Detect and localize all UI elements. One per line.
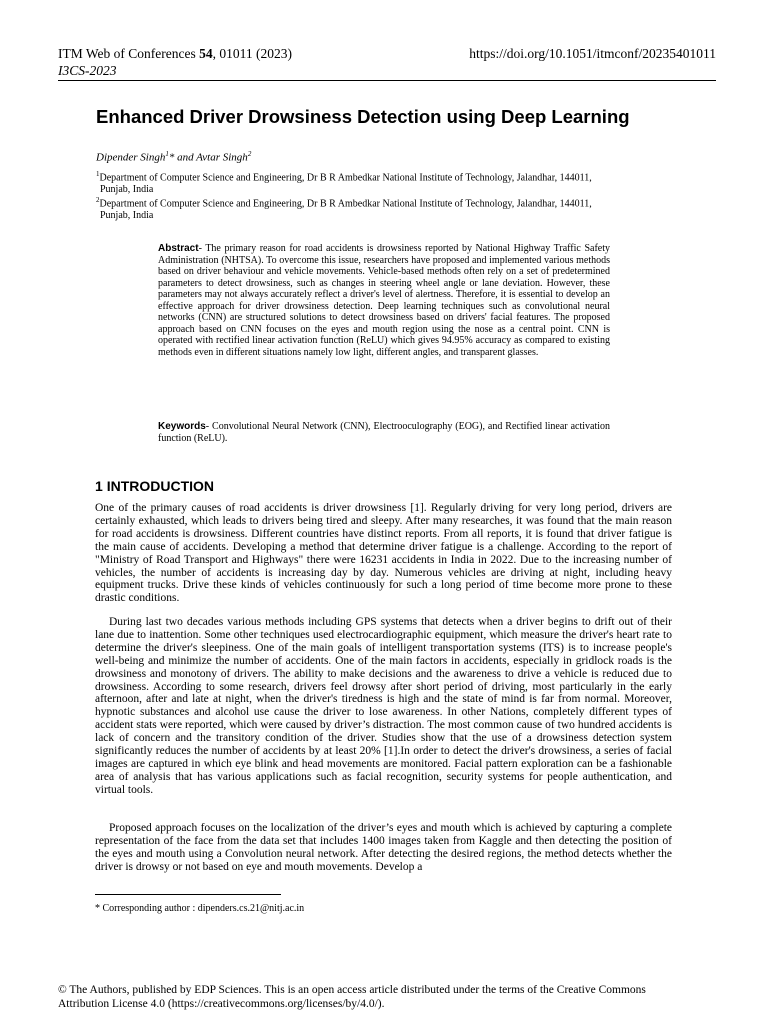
footnote-divider [95, 894, 281, 895]
abstract [158, 243, 610, 358]
intro-paragraph-1: One of the primary causes of road accidents is driver drowsiness [1]. Regularly driving for very long period, drivers are certainly exhausted, which leads to drivers being tired and sleepy. After many researches, it was found that the main reason for road accidents is drowsiness. Different countries have distinct reports. From all reports, it is found that driver fatigue is the main cause of accidents. Developing a method that determine driver fatigue is a challenge. According to the report of "Ministry of Road Transport and Highways" there were 16231 accidents in India in 2022. Due to the increasing number of vehicles, the number of accidents is increasing day by day. Numerous vehicles are driving at night, including heavy equipment trucks. Drive these kinds of vehicles continuously for such a long period of time become more prone to these drastic conditions. [95, 502, 672, 605]
journal-citation: ITM Web of Conferences 54, 01011 (2023) [58, 46, 292, 61]
paper-title: Enhanced Driver Drowsiness Detection using Deep Learning [96, 106, 630, 127]
corresponding-author-footnote: * Corresponding author : dipenders.cs.21@nitj.ac.in [95, 903, 305, 914]
license-footer [58, 983, 718, 1011]
abstract-text: - The primary reason for road accidents is drowsiness reported by National Highway Traffic Safety Administration (NHTSA). To overcome this issue, researchers have proposed and implemented various methods based on driver behaviour and vehicle movements. Vehicle-based methods often rely on a set of predetermined parameters to detect drowsiness, such as changes in steering wheel angle or lane deviation. However, these parameters may not always accurately reflect a driver's level of alertness. Therefore, it is essential to develop an effective approach for driver drowsiness detection. Deep learning techniques such as convolutional neural networks (CNN) are structured solutions to detect drowsiness based on drivers' facial features. The proposed approach based on CNN focuses on the eyes and mouth region using the nose as a central point. CNN is operated with rectified linear activation function (ReLU) which gives 94.95% accuracy as compared to existing methods even in different situations namely low light, different angles, and transparent glasses. [158, 243, 610, 358]
intro-paragraph-3: Proposed approach focuses on the localization of the driver’s eyes and mouth which is achieved by capturing a complete representation of the face from the data set that includes 1400 images taken from Kaggle and then detecting the position of the eyes and mouth using a Convolution neural network. After detecting the desired regions, the method detects whether the driver is drowsy or not based on eye and mouth movements. Develop a [95, 822, 672, 873]
doi-link[interactable]: https://doi.org/10.1051/itmconf/20235401011 [469, 46, 716, 61]
license-line-1: © The Authors, published by EDP Sciences. This is an open access article distributed under the terms of the Creative Commons [58, 984, 646, 996]
keywords-label: Keywords [158, 421, 206, 432]
intro-paragraph-2: During last two decades various methods including GPS systems that detects when a driver begins to drift out of their lane due to inattention. Some other techniques used electrocardiographic equipment, which measure the driver's heart rate to determine the driver's sleepiness. One of the main goals of intelligent transportation systems (ITS) is to increase people's well-being and minimize the number of accidents. One of the main factors in accidents, especially in gridlock roads is the drowsiness and monotony of drivers. The ability to make decisions and the awareness to drive a vehicle is reduced due to drowsiness. According to some research, drivers feel drowsy after short period of driving, most particularly in the early afternoon, after and late at night, when the driver's tiredness is high and the state of mind is far from normal. Moreover, hypnotic substances and alcohol use cause the driver to lose awareness. In other Nations, completely different types of accident stats were reported, which were caused by driver’s distraction. The most common cause of two hundred accidents is lack of concern and the transitory condition of the driver. Studies show that the use of a drowsiness detection system significantly reduces the number of accidents by at least 20% [1].In order to detect the driver's drowsiness, a series of facial images are captured in which eye blink and head movements are monitored. Facial pattern exploration can be a fashionable area of analysis that has various applications such as facial recognition, security systems for people authentication, and virtual tools. [95, 616, 672, 796]
author-line: Dipender Singh$^1$* and Avtar Singh$^2$ [96, 150, 252, 164]
section-name: INTRODUCTION [106, 478, 215, 494]
abstract-label: Abstract [158, 243, 199, 254]
section-heading [95, 478, 214, 494]
volume-number: 54 [199, 46, 213, 61]
license-line-2[interactable]: Attribution License 4.0 (https://creativecommons.org/licenses/by/4.0/). [58, 998, 385, 1010]
section-number: 1 [95, 478, 107, 494]
header-divider [58, 80, 716, 81]
conference-name: I3CS-2023 [58, 63, 117, 78]
affiliation-2: $^2$Department of Computer Science and Engineering, Dr B R Ambedkar National Institute of Technology, Jalandhar, 144011, Punjab, India [96, 196, 592, 221]
affiliation-1: $^1$Department of Computer Science and Engineering, Dr B R Ambedkar National Institute of Technology, Jalandhar, 144011, Punjab, India [96, 170, 592, 195]
keywords [158, 421, 610, 444]
keywords-text: - Convolutional Neural Network (CNN), Electrooculography (EOG), and Rectified linear activation function (ReLU). [158, 421, 610, 444]
